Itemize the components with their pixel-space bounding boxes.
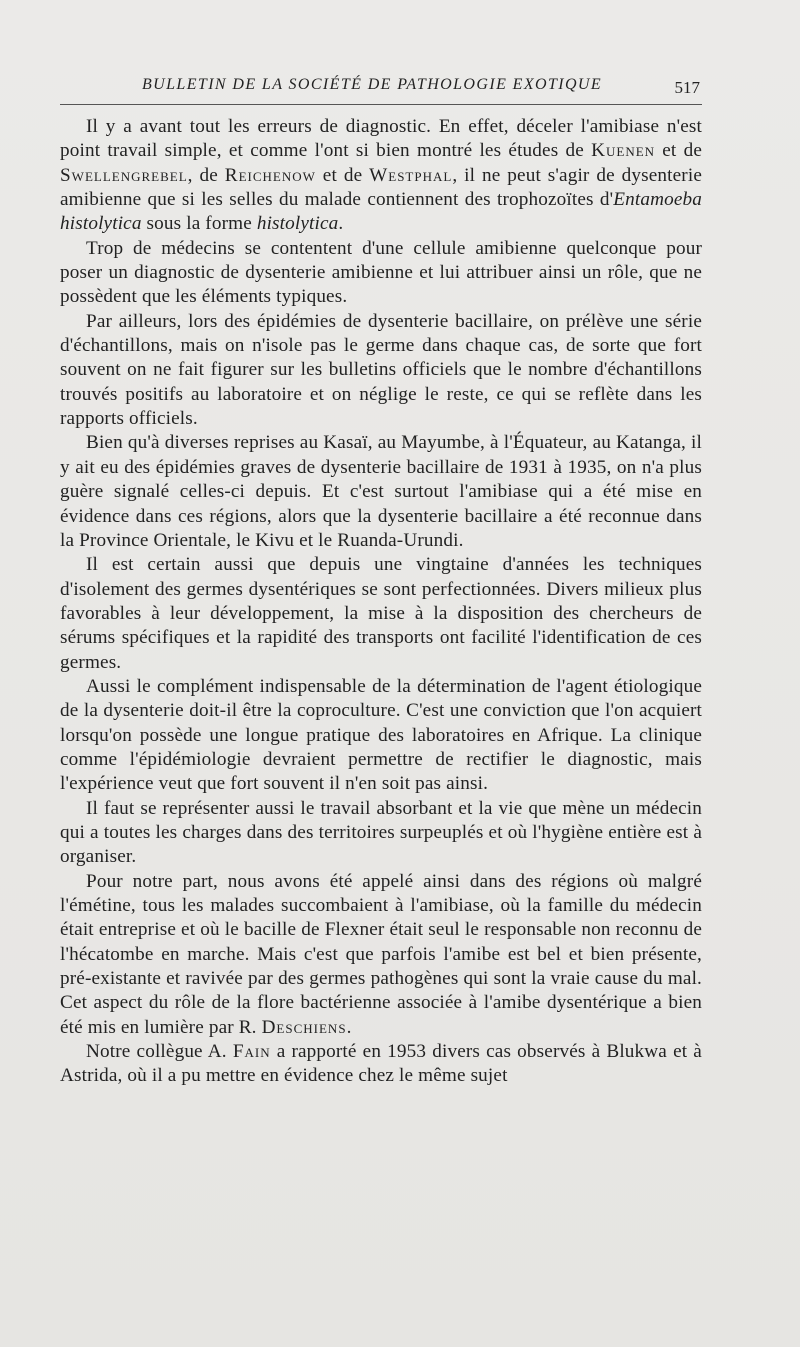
text-run: Bien qu'à diverses reprises au Kasaï, au Mayumbe, à l'Équateur, au Katanga, il y ait eu des épidémies graves de dysenterie bacillaire de 1931 à 1935, on n'a plus guère signalé celles-ci depuis. Et c'est surtout l'amibiase qui a été mise en évidence dans ces régions, alors que la dysenterie bacillaire a été reconnue dans la Province Orientale, le Kivu et le Ruanda-Urundi. <box>60 432 702 551</box>
author-name: Kuenen <box>591 140 656 162</box>
author-name: Swellengrebel <box>60 164 188 186</box>
header-rule <box>60 104 702 105</box>
running-header <box>60 76 700 102</box>
paragraph <box>60 870 702 1040</box>
paragraph <box>60 431 702 553</box>
text-run: , il ne peut s'agir de dysenterie amibienne que si les selles du malade contiennent des trophozoïtes d' <box>60 164 702 211</box>
text-run: Il est certain aussi que depuis une vingtaine d'années les techniques d'isolement des germes dysentériques se sont perfectionnées. Divers milieux plus favorables à leur développement, la mise à la disposition des chercheurs de sérums spécifiques et la rapidité des transports ont facilité l'identification de ces germes. <box>60 554 702 673</box>
text-run: et de <box>655 140 702 162</box>
paragraph <box>60 1040 702 1089</box>
text-run: Il y a avant tout les erreurs de diagnostic. En effet, déceler l'amibiase n'est point travail simple, et comme l'ont si bien montré les études de <box>60 116 702 162</box>
paragraph <box>60 237 702 310</box>
text-run: . <box>346 1016 352 1038</box>
author-name: Deschiens <box>261 1016 347 1038</box>
paragraph <box>60 797 702 870</box>
body-text <box>60 115 702 1089</box>
text-run: Par ailleurs, lors des épidémies de dysenterie bacillaire, on prélève une série d'échantillons, mais on n'isole pas le germe dans chaque cas, de sorte que fort souvent on ne fait figurer sur les bulletins officiels que le nombre d'échantillons trouvés positifs au laboratoire et on néglige le reste, ce qui se reflète dans les rapports officiels. <box>60 310 702 430</box>
page-number: 517 <box>674 78 700 97</box>
paragraph <box>60 310 702 432</box>
text-run: et de <box>315 164 370 186</box>
text-run: Trop de médecins se contentent d'une cellule amibienne quelconque pour poser un diagnostic de dysenterie amibienne et lui attribuer ainsi un rôle, que ne possèdent que les éléments typiques. <box>60 237 702 308</box>
author-name: Westphal <box>369 164 453 186</box>
text-run: a rapporté en 1953 divers cas observés à Blukwa et à Astrida, où il a pu mettre en évidence chez le même sujet <box>60 1041 702 1087</box>
italic-term: histolytica <box>256 213 339 235</box>
text-run: . <box>338 213 344 235</box>
italic-term: Entamoeba histolytica <box>60 189 702 235</box>
author-name: Reichenow <box>224 164 316 186</box>
text-run: Aussi le complément indispensable de la détermination de l'agent étiologique de la dysenterie doit-il être la coproculture. C'est une conviction que l'on acquiert lorsqu'on possède une longue pratique des laboratoires en Afrique. La clinique comme l'épidémiologie devraient permettre de rectifier le diagnostic, mais l'expérience veut que fort souvent il n'en soit pas ainsi. <box>60 675 702 795</box>
text-run: sous la forme <box>141 213 257 235</box>
paragraph <box>60 675 702 797</box>
paragraph <box>60 115 702 237</box>
text-run: Pour notre part, nous avons été appelé ainsi dans des régions où malgré l'émétine, tous les malades succombaient à l'amibiase, où la famille du médecin était entreprise et où le bacille de Flexner était seul le responsable non reconnu de l'hécatombe en marche. Mais c'est que parfois l'amibe est bel et bien présente, pré-existante et ravivée par des germes pathogènes qui sont la vraie cause du mal. Cet aspect du rôle de la flore bactérienne associée à l'amibe dysentérique a bien été mis en lumière par R. <box>60 870 702 1038</box>
author-name: Fain <box>232 1041 271 1063</box>
text-run: , de <box>187 164 225 186</box>
text-run: Il faut se représenter aussi le travail absorbant et la vie que mène un médecin qui a toutes les charges dans des territoires surpeuplés et où l'hygiène entière est à organiser. <box>60 797 702 868</box>
text-run: Notre collègue A. <box>86 1041 233 1063</box>
journal-title: BULLETIN DE LA SOCIÉTÉ DE PATHOLOGIE EXOTIQUE <box>142 76 603 93</box>
paragraph <box>60 553 702 675</box>
